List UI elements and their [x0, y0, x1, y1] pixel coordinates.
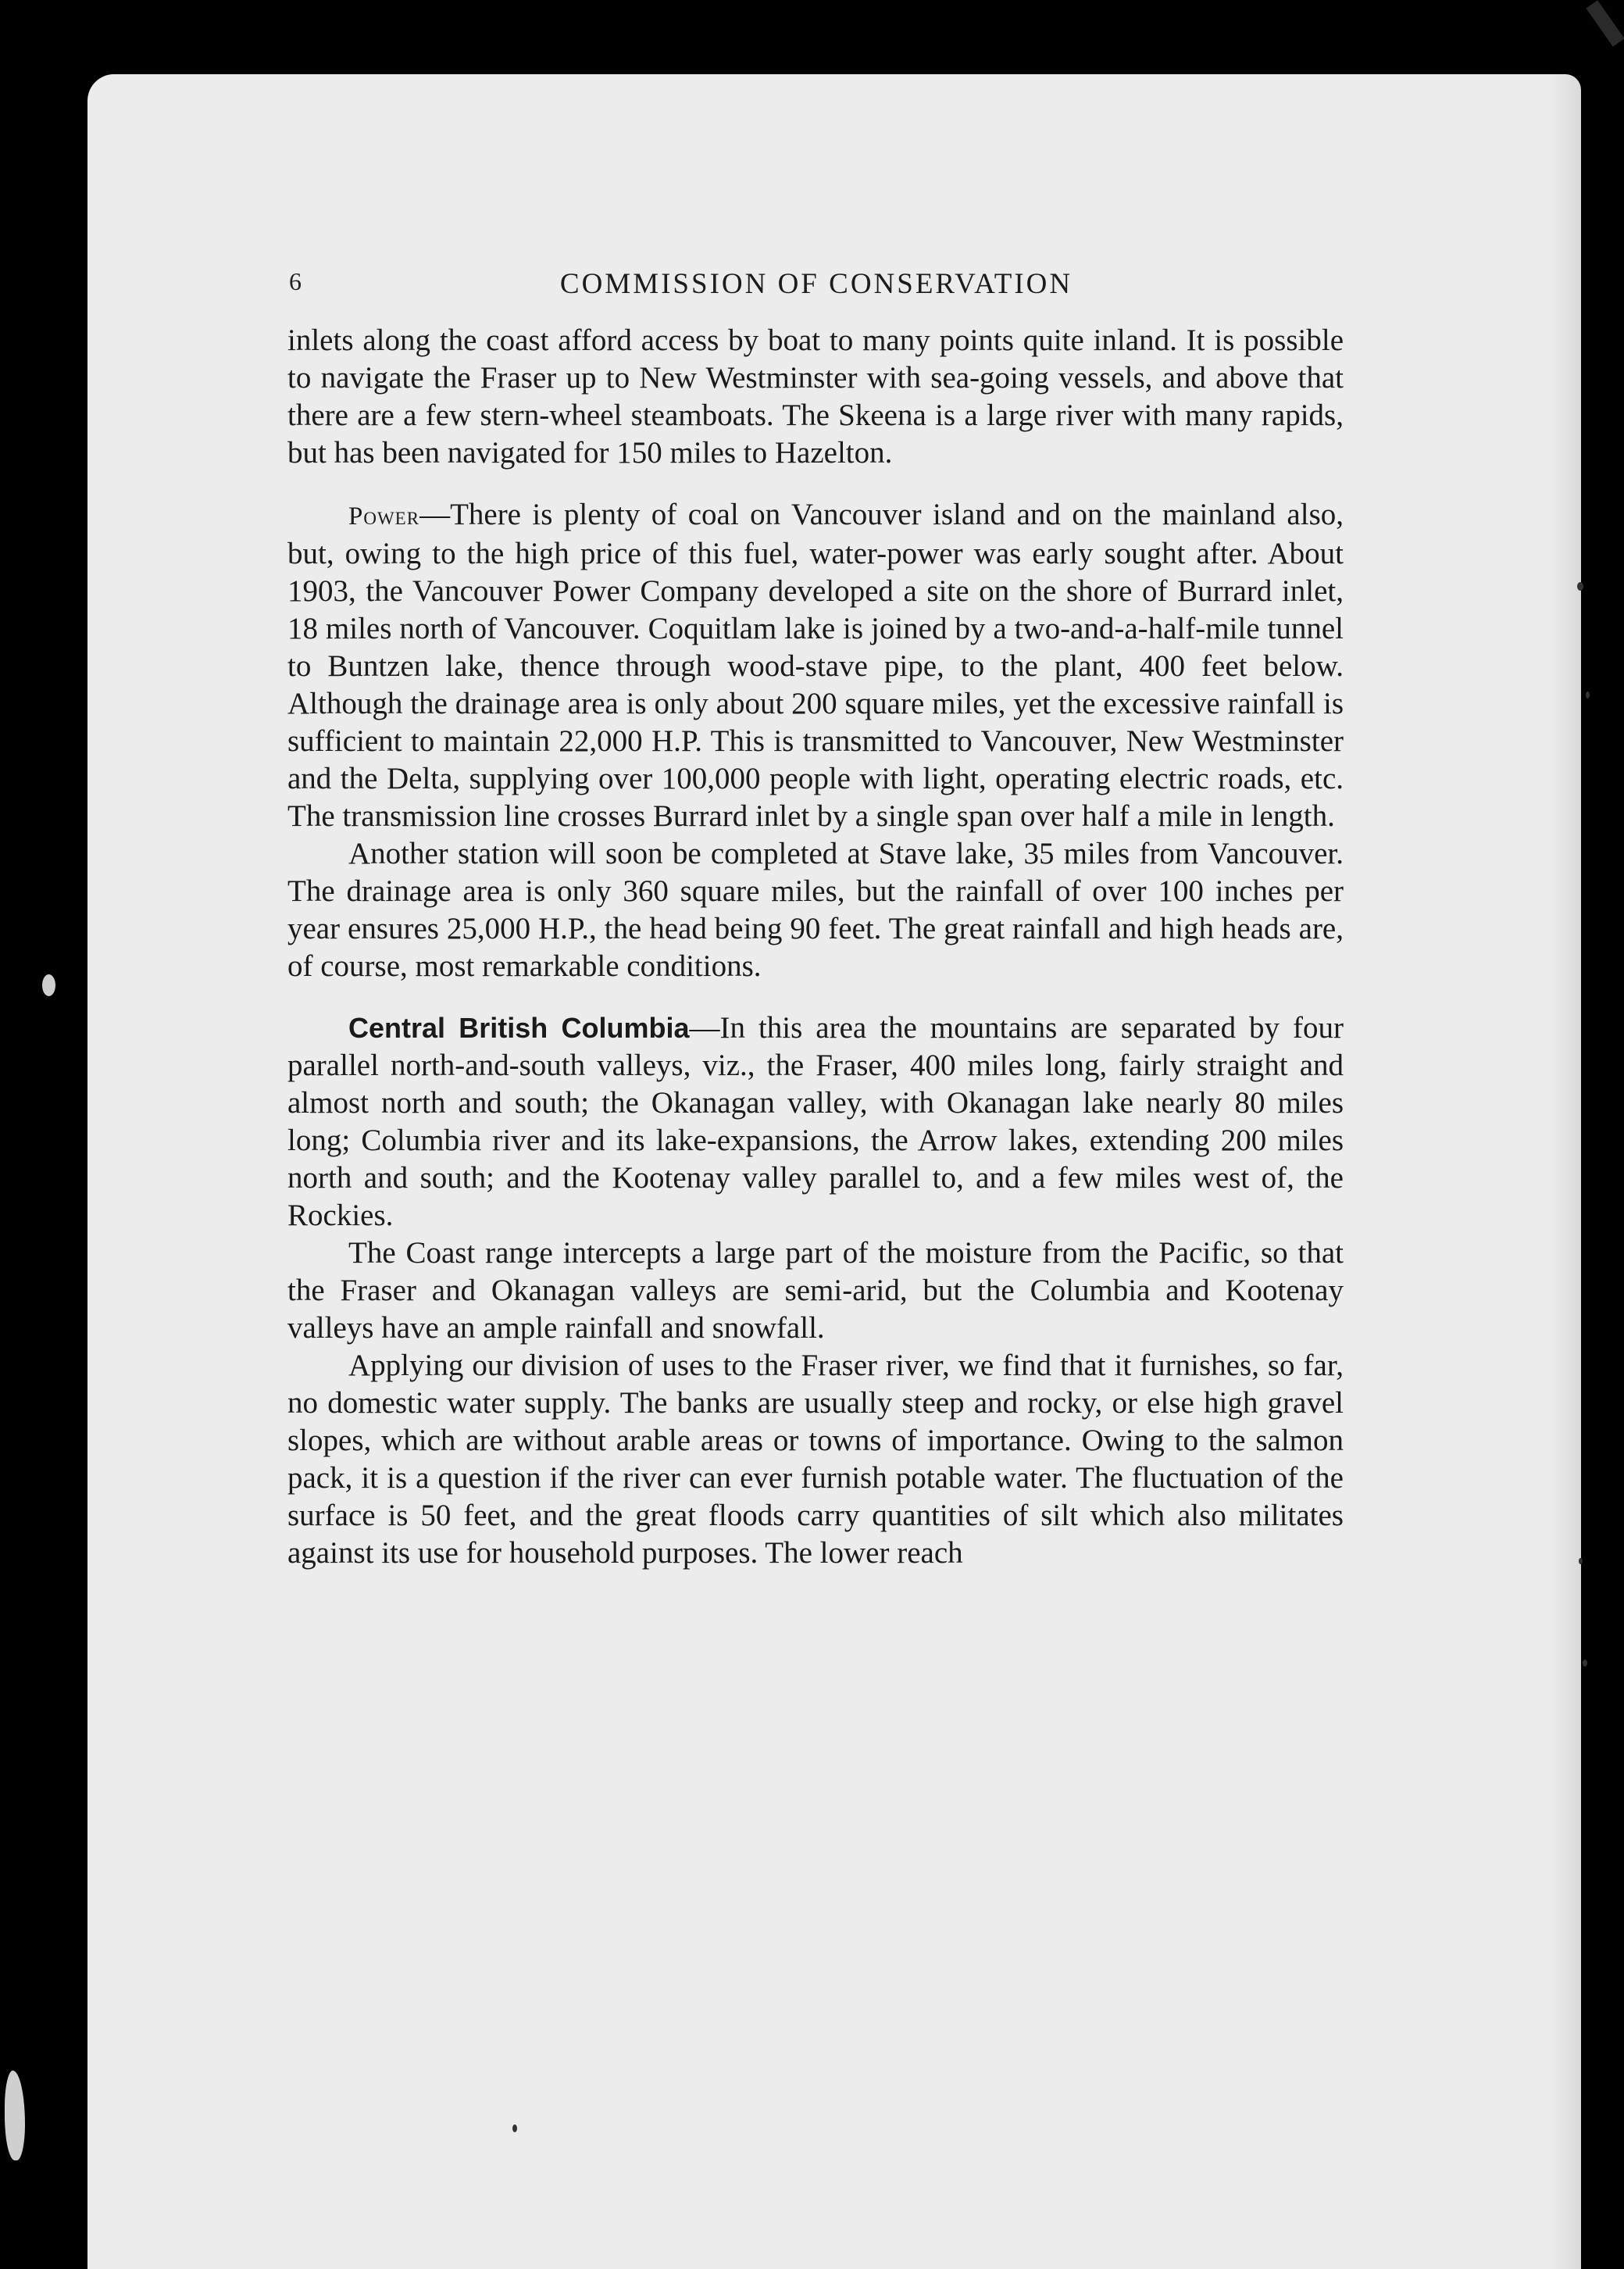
- paragraph-stave-lake: Another station will soon be completed at Stave lake, 35 miles from Vancouver. The drainage area is only 360 square miles, but the rainfall of over 100 inches per year ensures 25,000 H.P., the head being 90 feet. The great rainfall and high heads are, of course, most remarkable conditions.: [287, 837, 1344, 983]
- paragraph-central-bc: [287, 1009, 1344, 1235]
- body-text: [287, 322, 1344, 1572]
- running-head: COMMISSION OF CONSERVATION: [559, 268, 1073, 300]
- page-number: 6: [289, 267, 302, 295]
- scan-speck: [42, 974, 55, 996]
- section-heading-central-bc: Central British Columbia: [348, 1012, 690, 1044]
- paragraph-gap: [287, 985, 1344, 1009]
- scan-edge-mark: [5, 2071, 25, 2160]
- power-lead: Power: [348, 502, 420, 531]
- central-bc-body: —In this area the mountains are separated by four parallel north-and-south valleys, viz., the Fraser, 400 miles long, fairly straight and almost north and south; the Okanagan valley, with Okanagan lake nearly 80 miles long; Columbia river and its lake-expansions, the Arrow lakes, extending 200 miles north and south; and the Kootenay valley parallel to, and a few miles west of, the Rockies.: [287, 1011, 1344, 1232]
- scan-edge-mark: [1586, 0, 1624, 46]
- scan-speck: [1579, 1558, 1583, 1564]
- scan-speck: [1577, 582, 1583, 591]
- paragraph-coast-range: The Coast range intercepts a large part of the moisture from the Pacific, so that the Fraser and Okanagan valleys are semi-arid, but the Columbia and Kootenay valleys have an ample rainfall and snowfall.: [287, 1236, 1344, 1345]
- paragraph-power: [287, 496, 1344, 835]
- scan-speck: [1586, 691, 1590, 699]
- page-edge-shading: [1550, 74, 1581, 2269]
- paragraph-fraser-uses: Applying our division of uses to the Fraser river, we find that it furnishes, so far, no domestic water supply. The banks are usually steep and rocky, or else high gravel slopes, which are without arable areas or towns of importance. Owing to the salmon pack, it is a question if the river can ever furnish potable water. The fluctuation of the surface is 50 feet, and the great floods carry quantities of silt which also militates against its use for household purposes. The lower reach: [287, 1349, 1344, 1570]
- paragraph-navigation: inlets along the coast afford access by boat to many points quite inland. It is possible to navigate the Fraser up to New Westminster with sea-going vessels, and above that there are a few stern-wheel steamboats. The Skeena is a large river with many rapids, but has been navigated for 150 miles to Hazelton.: [287, 323, 1344, 470]
- power-body: —There is plenty of coal on Vancouver island and on the mainland also, but, owing to the high price of this fuel, water-power was early sought after. About 1903, the Vancouver Power Company developed a site on the shore of Burrard inlet, 18 miles north of Vancouver. Coquitlam lake is joined by a two-and-a-half-mile tunnel to Buntzen lake, thence through wood-stave pipe, to the plant, 400 feet below. Although the drainage area is only about 200 square miles, yet the excessive rainfall is sufficient to maintain 22,000 H.P. This is transmitted to Vancouver, New Westminster and the Delta, supplying over 100,000 people with light, operating electric roads, etc. The transmission line crosses Burrard inlet by a single span over half a mile in length.: [287, 498, 1344, 833]
- page-header: [289, 267, 1344, 314]
- scan-speck: [1583, 1660, 1587, 1667]
- scan-speck: [512, 2124, 517, 2132]
- paragraph-gap: [287, 472, 1344, 496]
